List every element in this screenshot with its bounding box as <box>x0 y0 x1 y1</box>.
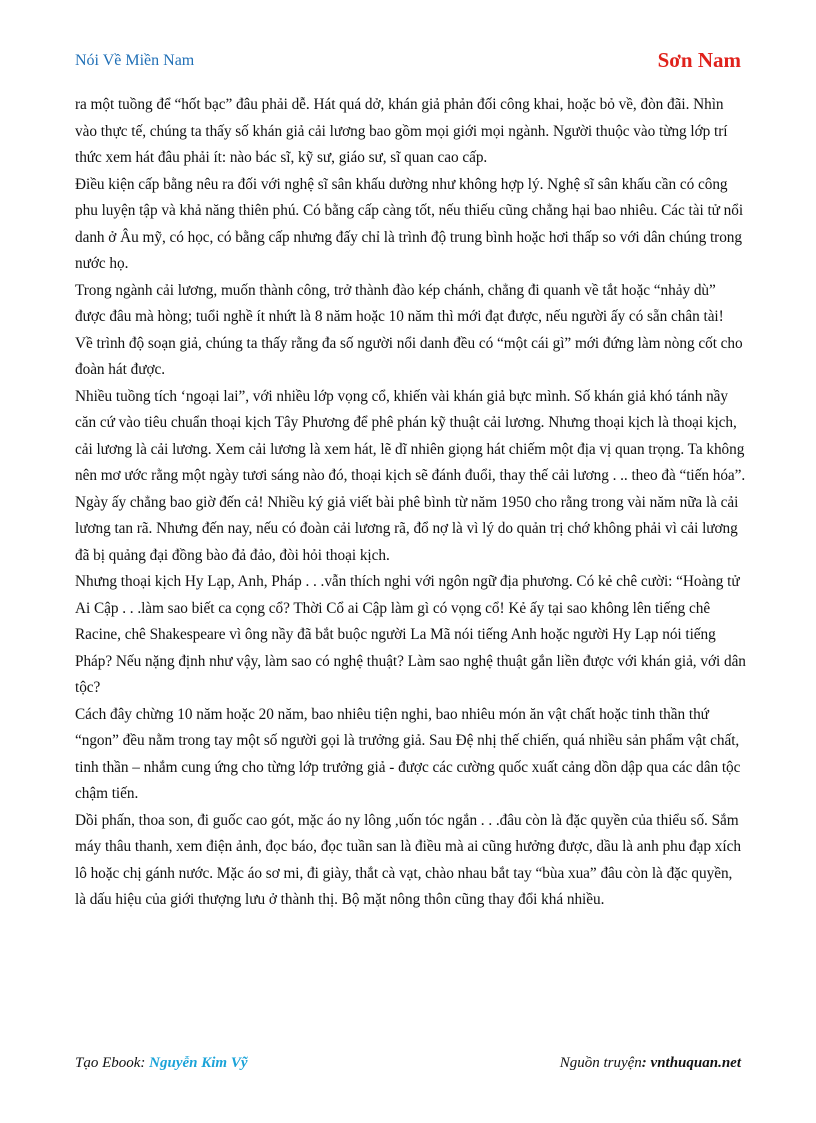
paragraph: ra một tuồng để “hốt bạc” đâu phải dễ. Hát quá dở, khán giả phản đối công khai, hoặc bỏ về, đòn đãi. Nhìn vào thực tế, chúng ta thấy số khán giả cải lương bao gồm mọi giới mọi ngành. Người thuộc vào từng lớp trí thức xem hát đâu phải ít: nào bác sĩ, kỹ sư, giáo sư, sĩ quan cao cấp. <box>75 96 728 166</box>
body-text <box>75 92 747 914</box>
book-title: Nói Về Miền Nam <box>75 52 195 69</box>
paragraph: Nhiều tuồng tích ‘ngoại lai”, với nhiều lớp vọng cổ, khiến vài khán giả bực mình. Số khán giả khó tánh nầy căn cứ vào tiêu chuẩn thoại kịch Tây Phương để phê phán kỹ thuật cải lương. Nhưng thoại kịch là thoại kịch, cải lương là cải lương. Xem cải lương là xem hát, lẽ dĩ nhiên giọng hát chiếm một địa vị quan trọng. Ta không nên mơ ước rằng một ngày tươi sáng nào đó, thoại kịch sẽ đánh đuổi, thay thế cải lương . .. theo đà “tiến hóa”. Ngày ấy chẳng bao giờ đến cả! Nhiều ký giả viết bài phê bình từ năm 1950 cho rằng trong vài năm nữa là cải lương tan rã. Nhưng đến nay, nếu có đoàn cải lương rã, đổ nợ là vì lý do quản trị chớ không phải vì cải lương đã bị quảng đại đồng bào đả đảo, đòi hỏi thoại kịch. <box>75 387 746 564</box>
credit-separator: : <box>140 1055 150 1071</box>
ebook-label: Tạo Ebook <box>75 1055 141 1071</box>
source-separator: : <box>641 1055 651 1071</box>
page-footer <box>75 1055 741 1077</box>
paragraph: Về trình độ soạn giả, chúng ta thấy rằng đa số người nổi danh đều có “một cái gì” mới đứng làm nòng cốt cho đoàn hát được. <box>75 334 743 378</box>
author-name: Sơn Nam <box>657 48 741 72</box>
page-header <box>75 48 741 78</box>
source-site: vnthuquan.net <box>650 1055 741 1071</box>
ebook-credit <box>75 1055 248 1072</box>
paragraph: Dồi phấn, thoa son, đi guốc cao gót, mặc áo ny lông ,uốn tóc ngắn . . .đâu còn là đặc quyền của thiểu số. Sắm máy thâu thanh, xem điện ảnh, đọc báo, đọc tuần san là điều mà ai cũng hưởng được, dầu là anh phu đạp xích lô hoặc chị gánh nước. Mặc áo sơ mi, đi giày, thắt cà vạt, chào nhau bắt tay “bùa xua” đâu còn là đặc quyền, là dấu hiệu của giới thượng lưu ở thành thị. Bộ mặt nông thôn cũng thay đổi khá nhiều. <box>75 811 741 908</box>
paragraph: Điều kiện cấp bằng nêu ra đối với nghệ sĩ sân khấu dường như không hợp lý. Nghệ sĩ sân khấu cần có công phu luyện tập và khả năng thiên phú. Có bằng cấp càng tốt, nếu thiếu cũng chẳng hại bao nhiêu. Các tài tử nổi danh ở Âu mỹ, có học, có bằng cấp nhưng đấy chỉ là trình độ trung bình hoặc hơi thấp so với dân chúng trong nước họ. <box>75 175 744 272</box>
paragraph: Trong ngành cải lương, muốn thành công, trở thành đào kép chánh, chẳng đi quanh về tắt hoặc “nhảy dù” được đâu mà hòng; tuổi nghề ít nhứt là 8 năm hoặc 10 năm thì mới đạt được, nếu người ấy có sẵn chân tài! <box>75 281 724 325</box>
paragraph: Cách đây chừng 10 năm hoặc 20 năm, bao nhiêu tiện nghi, bao nhiêu món ăn vật chất hoặc tinh thần thứ “ngon” đều nằm trong tay một số người gọi là trưởng giả. Sau Đệ nhị thế chiến, quá nhiều sản phẩm vật chất, tinh thần – nhắm cung ứng cho từng lớp trưởng giả - được các cường quốc xuất cảng dồn dập qua các dân tộc chậm tiến. <box>75 705 741 802</box>
source-label: Nguồn truyện <box>559 1055 642 1071</box>
paragraph: Nhưng thoại kịch Hy Lạp, Anh, Pháp . . .vẫn thích nghi với ngôn ngữ địa phương. Có kẻ chê cười: “Hoàng tử Ai Cập . . .làm sao biết ca cọng cổ? Thời Cổ ai Cập làm gì có vọng cổ! Kẻ ấy tại sao không lên tiếng chê Racine, chê Shakespeare vì ông nầy đã bắt buộc người La Mã nói tiếng Anh hoặc người Hy Lạp nói tiếng Pháp? Nếu nặng định như vậy, làm sao có nghệ thuật? Làm sao nghệ thuật gắn liền được với khán giả, với dân tộc? <box>75 573 746 696</box>
source-credit <box>560 1055 741 1072</box>
ebook-creator: Nguyễn Kim Vỹ <box>149 1055 248 1071</box>
